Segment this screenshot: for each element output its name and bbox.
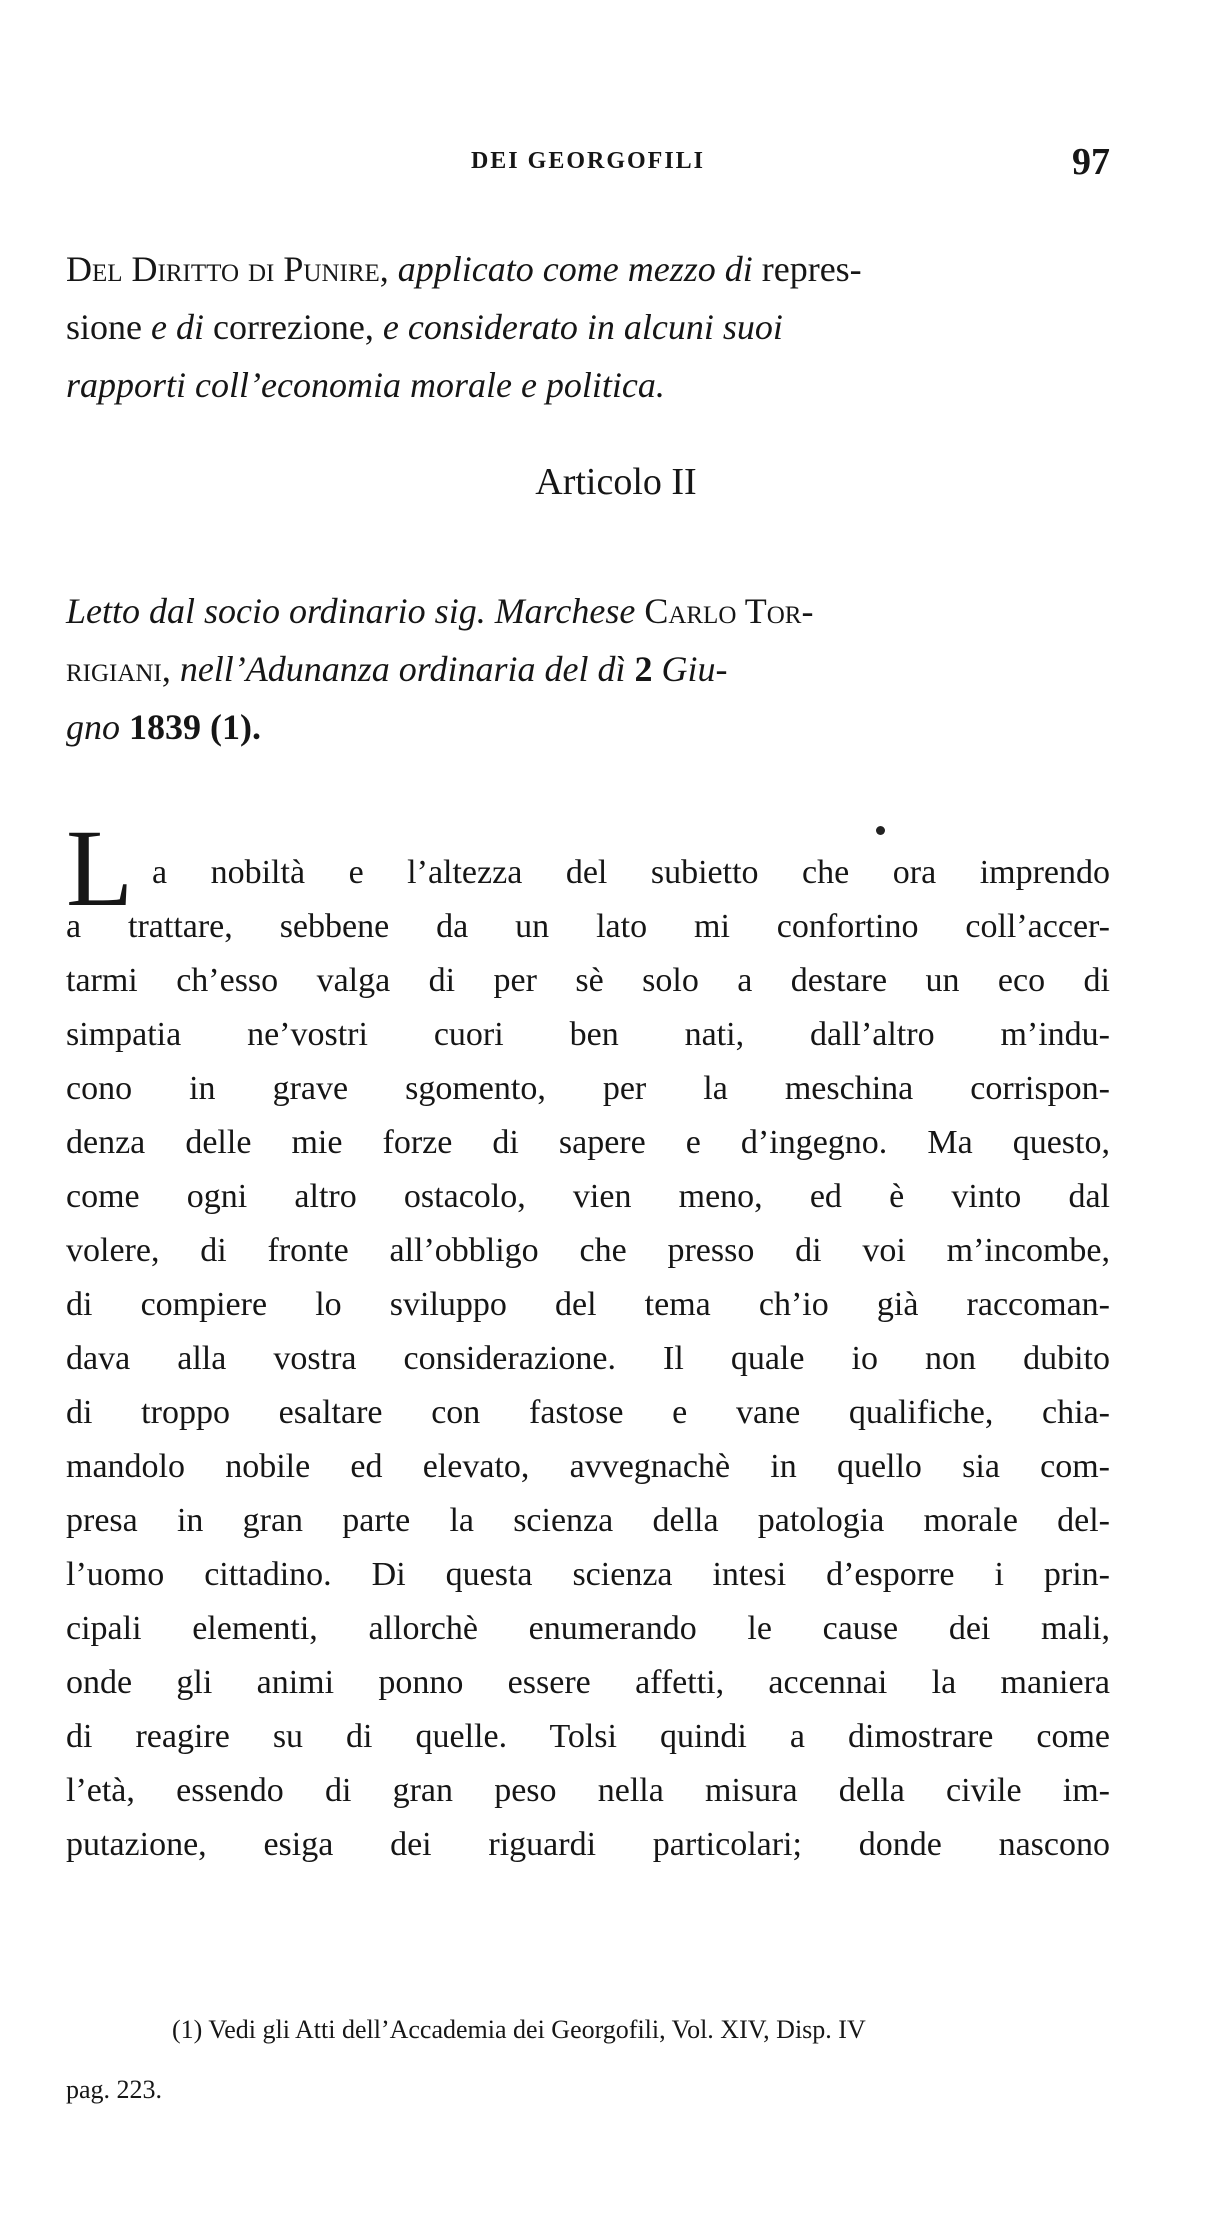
text-line: l’età, essendo di gran peso nella misura della civile im- bbox=[66, 1772, 1110, 1809]
text-line: onde gli animi ponno essere affetti, accennai la maniera bbox=[66, 1664, 1110, 1701]
page-number: 97 bbox=[1072, 141, 1110, 183]
footnote-line: pag. 223. bbox=[66, 2075, 163, 2104]
title-part: sione bbox=[66, 307, 151, 347]
title-italic: applicato come mezzo di bbox=[397, 249, 753, 289]
reader-note bbox=[66, 582, 1110, 756]
text-line: di troppo esaltare con fastose e vane qualifiche, chia- bbox=[66, 1394, 1110, 1431]
text-line: a trattare, sebbene da un lato mi confortino coll’accer- bbox=[66, 908, 1110, 945]
text-line: di reagire su di quelle. Tolsi quindi a dimostrare come bbox=[66, 1718, 1110, 1755]
text-line: putazione, esiga dei riguardi particolari; donde nascono bbox=[66, 1826, 1110, 1863]
title-italic: e di bbox=[151, 307, 204, 347]
running-head bbox=[66, 140, 1110, 183]
text-line: volere, di fronte all’obbligo che presso di voi m’incombe, bbox=[66, 1232, 1110, 1269]
text-line: presa in gran parte la scienza della patologia morale del- bbox=[66, 1502, 1110, 1539]
text-line: simpatia ne’vostri cuori ben nati, dall’altro m’indu- bbox=[66, 1016, 1110, 1053]
title-italic: e considerato in alcuni suoi bbox=[382, 307, 783, 347]
running-title: DEI GEORGOFILI bbox=[470, 148, 706, 174]
text-line: dava alla vostra considerazione. Il quale io non dubito bbox=[66, 1340, 1110, 1377]
title-part: correzione, bbox=[203, 307, 383, 347]
reader-italic: nell’Adunanza ordinaria del dì bbox=[170, 649, 635, 689]
text-line: come ogni altro ostacolo, vien meno, ed è vinto dal bbox=[66, 1178, 1110, 1215]
reader-year: 1839 (1). bbox=[120, 707, 261, 747]
text-line: cipali elementi, allorchè enumerando le cause dei mali, bbox=[66, 1610, 1110, 1647]
reader-italic: gno bbox=[66, 707, 120, 747]
article-heading: Articolo II bbox=[535, 461, 697, 503]
text-line: denza delle mie forze di sapere e d’ingegno. Ma questo, bbox=[66, 1124, 1110, 1161]
essay-title bbox=[66, 240, 1110, 414]
text-line: a nobiltà e l’altezza del subietto che ora imprendo bbox=[152, 854, 1110, 891]
text-line: mandolo nobile ed elevato, avvegnachè in quello sia com- bbox=[66, 1448, 1110, 1485]
body-text bbox=[66, 846, 1110, 1872]
footnote-line: (1) Vedi gli Atti dell’Accademia dei Georgofili, Vol. XIV, Disp. IV bbox=[172, 2015, 866, 2044]
title-smallcaps: Del Diritto di Punire bbox=[66, 249, 380, 289]
text-line: l’uomo cittadino. Di questa scienza intesi d’esporre i prin- bbox=[66, 1556, 1110, 1593]
title-italic: rapporti coll’economia morale e politica. bbox=[66, 365, 665, 405]
reader-day: 2 bbox=[634, 649, 653, 689]
title-part: , bbox=[379, 249, 398, 289]
stray-mark bbox=[876, 826, 885, 835]
text-line: cono in grave sgomento, per la meschina corrispon- bbox=[66, 1070, 1110, 1107]
reader-name: rigiani, bbox=[66, 649, 171, 689]
title-part: repres- bbox=[752, 249, 862, 289]
drop-cap: L bbox=[66, 807, 134, 929]
text-line: di compiere lo sviluppo del tema ch’io già raccoman- bbox=[66, 1286, 1110, 1323]
footnote bbox=[66, 2000, 1110, 2120]
reader-italic: Letto dal socio ordinario sig. Marchese bbox=[66, 591, 636, 631]
reader-italic: Giu- bbox=[652, 649, 728, 689]
reader-name: Carlo Tor- bbox=[635, 591, 814, 631]
text-line: tarmi ch’esso valga di per sè solo a destare un eco di bbox=[66, 962, 1110, 999]
